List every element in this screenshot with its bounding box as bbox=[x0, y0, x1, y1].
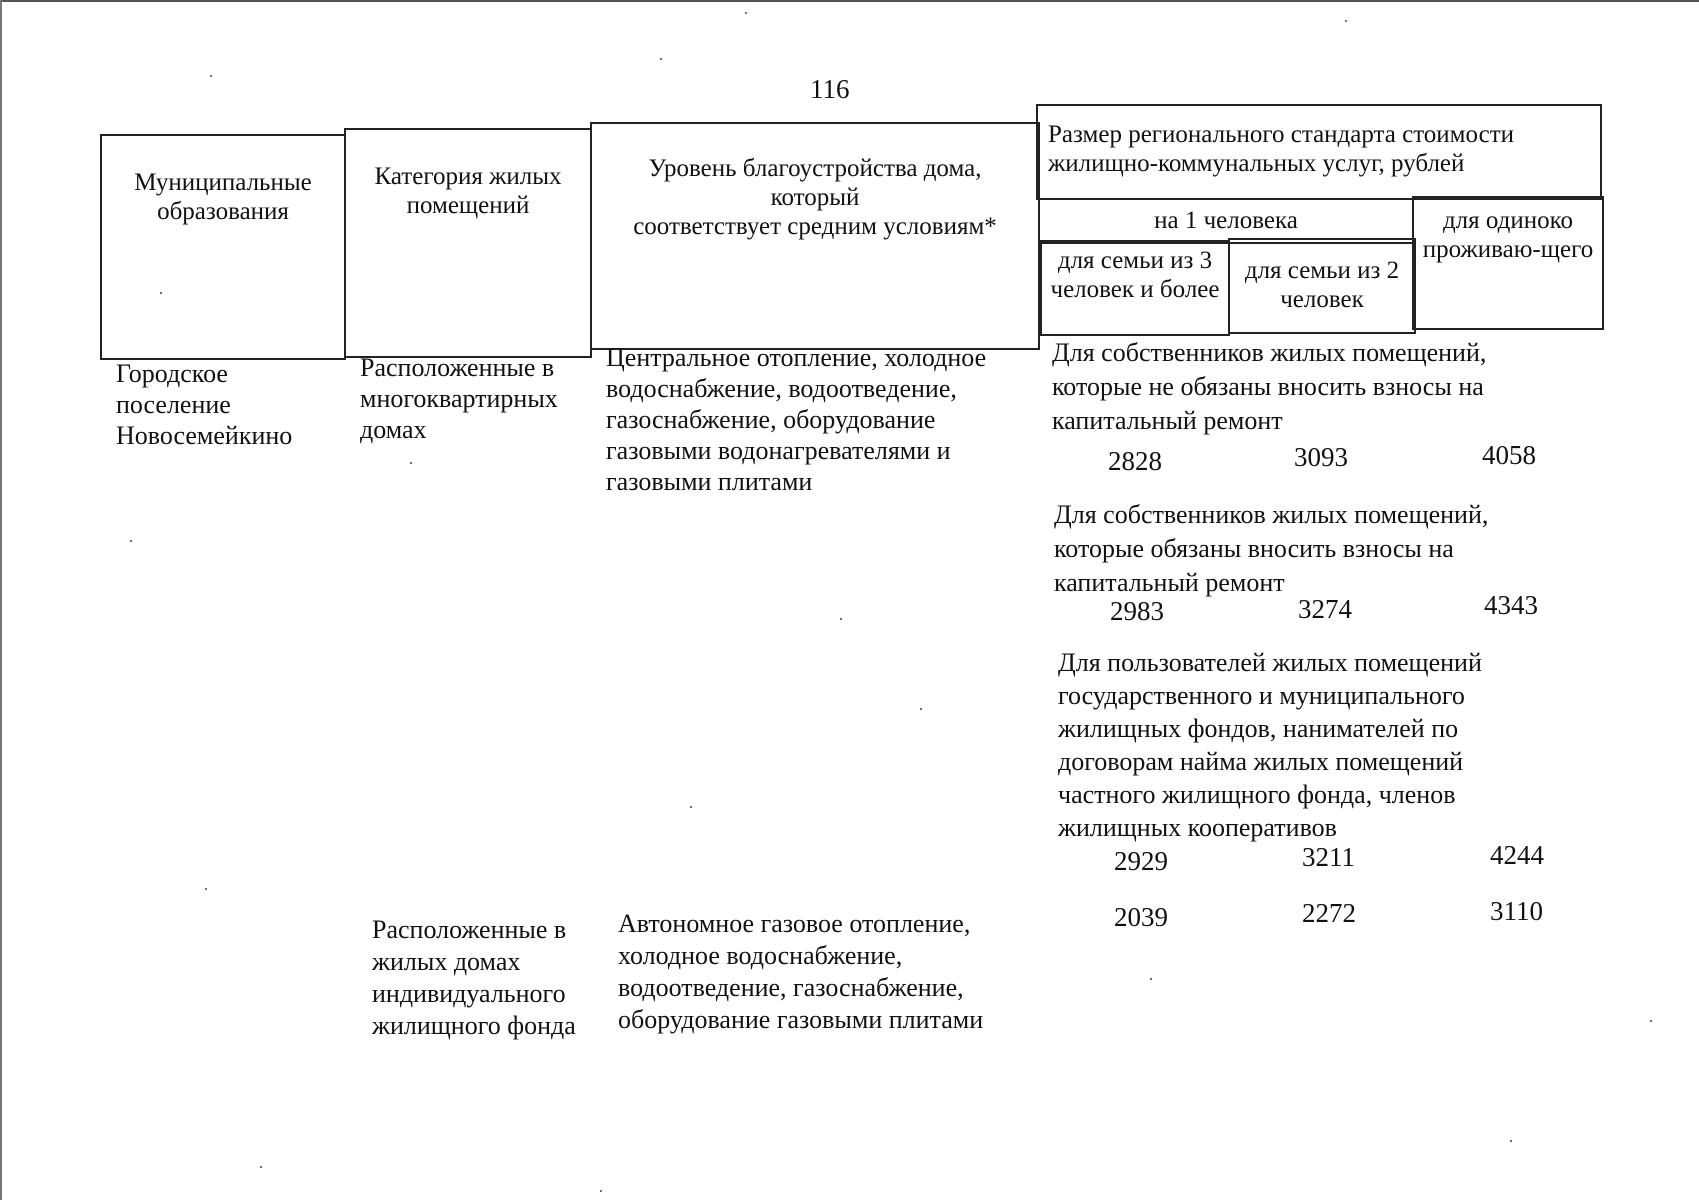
scan-speck bbox=[210, 75, 212, 77]
scan-speck bbox=[920, 708, 922, 710]
group3-label-line: жилищных фондов, нанимателей по bbox=[1058, 714, 1459, 743]
header-municipal-label: Муниципальные образования bbox=[134, 169, 312, 225]
group2-label bbox=[1054, 498, 1488, 600]
group3-label bbox=[1058, 646, 1482, 844]
page-number: 116 bbox=[810, 74, 850, 104]
row2-category-line: индивидуального bbox=[372, 979, 566, 1008]
scan-speck bbox=[1650, 1020, 1652, 1022]
row2-category-line: жилых домах bbox=[372, 947, 521, 976]
group3-single-value: 4244 bbox=[1490, 840, 1544, 870]
row2-category bbox=[372, 914, 576, 1042]
row1-municipal bbox=[116, 358, 292, 451]
header-family3-label: для семьи из 3 человек и более bbox=[1050, 247, 1220, 303]
scan-speck bbox=[1150, 978, 1152, 980]
page-top-border bbox=[0, 0, 1699, 2]
scan-speck bbox=[1510, 1140, 1512, 1142]
row2-category-line: Расположенные в bbox=[372, 915, 567, 944]
row1-category-line: многоквартирных bbox=[360, 384, 558, 413]
scan-speck bbox=[660, 58, 662, 60]
scan-speck bbox=[690, 806, 692, 808]
header-level-cell bbox=[590, 122, 1040, 350]
scan-speck bbox=[260, 1166, 262, 1168]
scan-speck bbox=[205, 888, 207, 890]
row1-municipal-line: Новосемейкино bbox=[116, 421, 293, 450]
row1-level-line: водоснабжение, водоотведение, bbox=[606, 374, 957, 403]
group3-label-line: жилищных кооперативов bbox=[1058, 813, 1337, 842]
header-single-label: для одиноко проживаю-щего bbox=[1422, 207, 1594, 263]
group2-label-line: капитальный ремонт bbox=[1054, 568, 1285, 597]
group3-family2-value: 3211 bbox=[1302, 842, 1355, 872]
page-left-border bbox=[0, 0, 2, 1200]
header-per-person-label: на 1 человека bbox=[1154, 207, 1298, 234]
group2-family3-value: 2983 bbox=[1110, 596, 1164, 626]
group1-family2-value: 3093 bbox=[1294, 442, 1348, 472]
group1-family3-value: 2828 bbox=[1108, 446, 1162, 476]
row2-single-value: 3110 bbox=[1490, 896, 1543, 926]
header-single-cell bbox=[1412, 196, 1604, 330]
header-level-line: Уровень благоустройства дома, bbox=[648, 155, 982, 182]
group2-label-line: которые обязаны вносить взносы на bbox=[1054, 534, 1454, 563]
group1-single-value: 4058 bbox=[1482, 440, 1536, 470]
group1-label-line: Для собственников жилых помещений, bbox=[1052, 338, 1487, 367]
row1-category bbox=[360, 352, 558, 445]
row2-family2-value: 2272 bbox=[1302, 898, 1356, 928]
scan-speck bbox=[130, 540, 132, 542]
header-category-cell bbox=[344, 128, 592, 358]
group3-label-line: частного жилищного фонда, членов bbox=[1058, 780, 1456, 809]
group1-label-line: капитальный ремонт bbox=[1052, 406, 1283, 435]
group3-label-line: договорам найма жилых помещений bbox=[1058, 747, 1464, 776]
header-level-text bbox=[633, 154, 997, 348]
header-level-line: который bbox=[770, 184, 860, 211]
row1-category-line: Расположенные в bbox=[360, 353, 555, 382]
group1-label bbox=[1052, 336, 1486, 438]
header-family2-label: для семьи из 2 человек bbox=[1244, 257, 1400, 313]
header-family2-cell bbox=[1228, 238, 1416, 334]
row2-level-line: водоотведение, газоснабжение, bbox=[618, 973, 964, 1002]
scan-speck bbox=[840, 618, 842, 620]
header-category-label: Категория жилых помещений bbox=[374, 163, 562, 219]
row2-category-line: жилищного фонда bbox=[372, 1011, 576, 1040]
row1-municipal-line: поселение bbox=[116, 390, 231, 419]
header-standard-label: Размер регионального стандарта стоимости жилищно-коммунальных услуг, рублей bbox=[1048, 121, 1515, 177]
scan-speck bbox=[410, 462, 412, 464]
header-family3-cell bbox=[1040, 240, 1230, 336]
row1-category-line: домах bbox=[360, 415, 427, 444]
header-level-line: соответствует средним условиям* bbox=[633, 213, 997, 240]
row2-level-line: оборудование газовыми плитами bbox=[618, 1005, 984, 1034]
row2-level bbox=[618, 908, 983, 1036]
row2-level-line: холодное водоснабжение, bbox=[618, 941, 903, 970]
scan-speck bbox=[160, 292, 162, 294]
row1-level-line: Центральное отопление, холодное bbox=[606, 343, 987, 372]
header-standard-cell bbox=[1036, 104, 1602, 200]
row1-level-line: газовыми плитами bbox=[606, 467, 813, 496]
row1-level bbox=[606, 342, 986, 497]
row1-municipal-line: Городское bbox=[116, 359, 228, 388]
group2-single-value: 4343 bbox=[1484, 590, 1538, 620]
group3-label-line: Для пользователей жилых помещений bbox=[1058, 648, 1482, 677]
row2-level-line: Автономное газовое отопление, bbox=[618, 909, 971, 938]
scan-speck bbox=[1345, 20, 1347, 22]
scan-speck bbox=[600, 1190, 602, 1192]
row1-level-line: газовыми водонагревателями и bbox=[606, 436, 951, 465]
row1-level-line: газоснабжение, оборудование bbox=[606, 405, 936, 434]
group1-label-line: которые не обязаны вносить взносы на bbox=[1052, 372, 1484, 401]
group3-family3-value: 2929 bbox=[1114, 846, 1168, 876]
scan-speck bbox=[745, 12, 747, 14]
header-municipal-cell bbox=[100, 134, 346, 360]
group2-family2-value: 3274 bbox=[1298, 594, 1352, 624]
row2-family3-value: 2039 bbox=[1114, 902, 1168, 932]
group2-label-line: Для собственников жилых помещений, bbox=[1054, 500, 1489, 529]
group3-label-line: государственного и муниципального bbox=[1058, 681, 1465, 710]
